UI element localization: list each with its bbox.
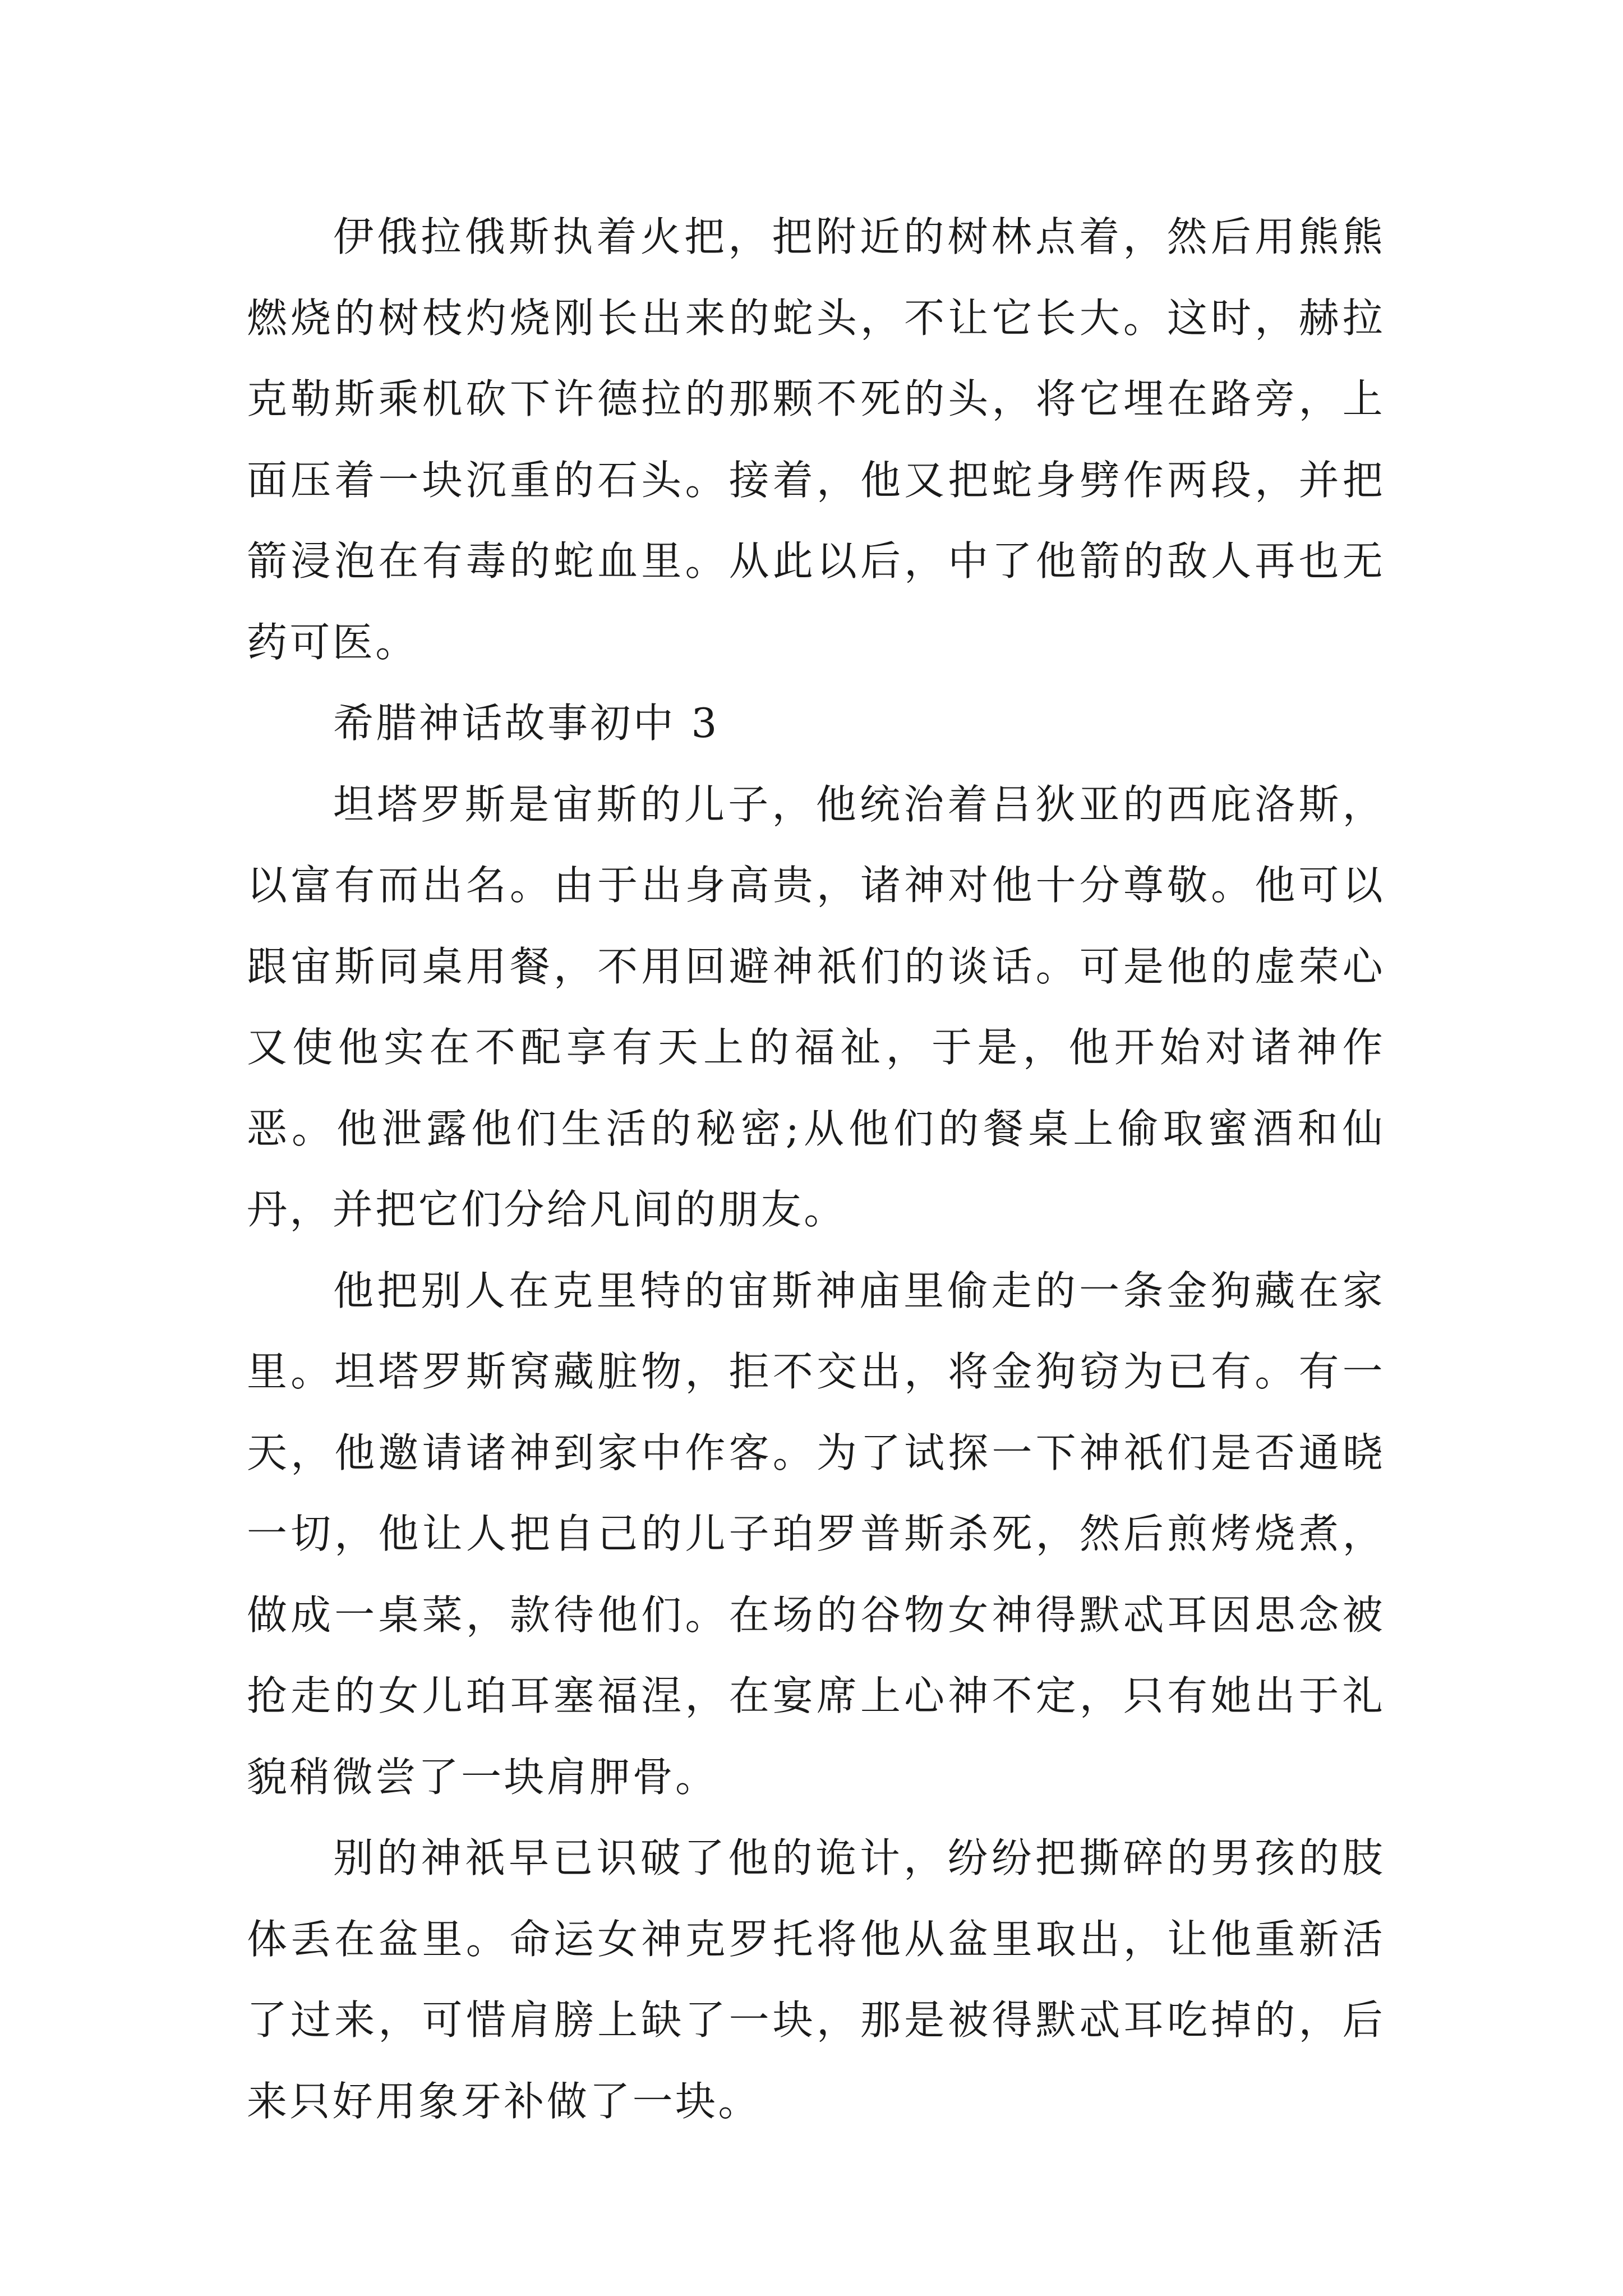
section-title: 希腊神话故事初中 3 — [333, 700, 720, 747]
paragraph-pelops-revived: 别的神祇早已识破了他的诡计，纷纷把撕碎的男孩的肢体丢在盆里。命运女神克罗托将他从盆里取出，让他重新活了过来，可惜肩膀上缺了一块，那是被得默忒耳吃掉的，后来只好用象牙补做了一块。 — [247, 1834, 1385, 2125]
paragraph-tantalus-intro: 坦塔罗斯是宙斯的儿子，他统治着吕狄亚的西庇洛斯，以富有而出名。由于出身高贵，诸神对他十分尊敬。他可以跟宙斯同桌用餐，不用回避神祇们的谈话。可是他的虚荣心又使他实在不配享有天上的福祉，于是，他开始对诸神作恶。他泄露他们生活的秘密;从他们的餐桌上偷取蜜酒和仙丹，并把它们分给凡间的朋友。 — [247, 780, 1385, 1233]
paragraph-hydra-ending: 伊俄拉俄斯执着火把，把附近的树林点着，然后用熊熊燃烧的树枝灼烧刚长出来的蛇头，不让它长大。这时，赫拉克勒斯乘机砍下许德拉的那颗不死的头，将它埋在路旁，上面压着一块沉重的石头。接着，他又把蛇身劈作两段，并把箭浸泡在有毒的蛇血里。从此以后，中了他箭的敌人再也无药可医。 — [247, 213, 1385, 666]
paragraph-tantalus-feast: 他把别人在克里特的宙斯神庙里偷走的一条金狗藏在家里。坦塔罗斯窝藏脏物，拒不交出，将金狗窃为已有。有一天，他邀请诸神到家中作客。为了试探一下神祇们是否通晓一切，他让人把自己的儿子珀罗普斯杀死，然后煎烤烧煮，做成一桌菜，款待他们。在场的谷物女神得默忒耳因思念被抢走的女儿珀耳塞福涅，在宴席上心神不定，只有她出于礼貌稍微尝了一块肩胛骨。 — [247, 1267, 1385, 1801]
document-body — [247, 196, 1385, 2142]
